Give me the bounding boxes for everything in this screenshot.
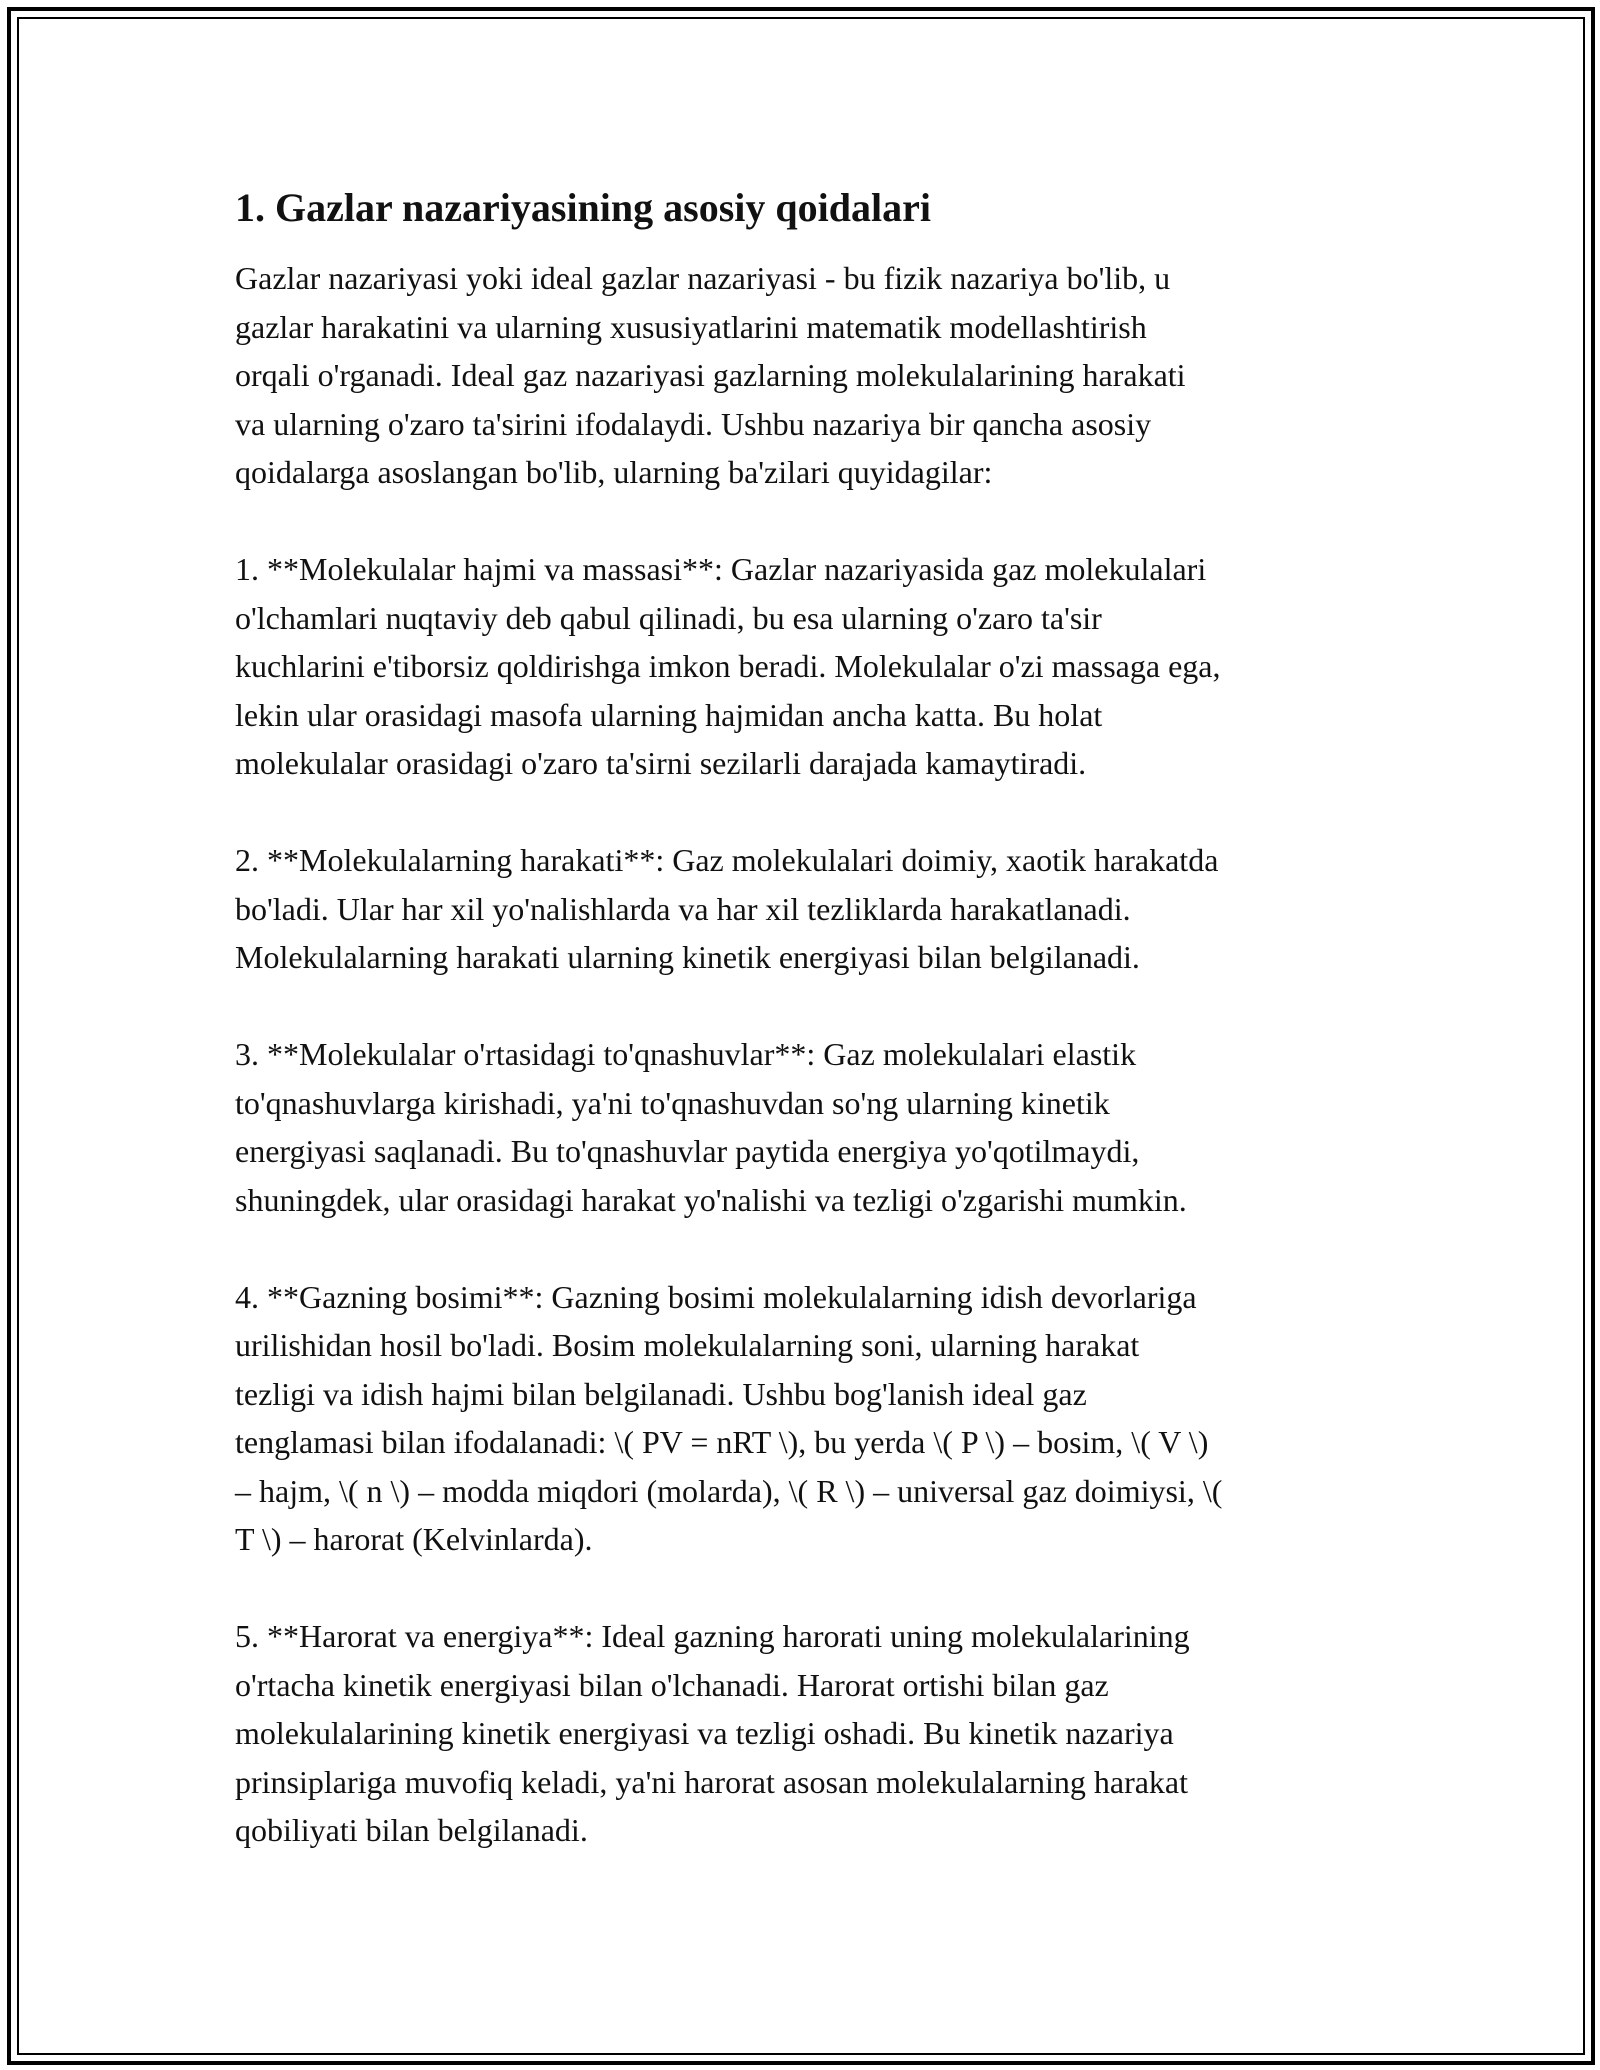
section-heading: 1. Gazlar nazariyasining asosiy qoidalari (235, 185, 931, 230)
document-body (235, 184, 1380, 1903)
list-item-5: 5. **Harorat va energiya**: Ideal gazning harorati uning molekulalarining o'rtacha kinetik energiyasi bilan o'lchanadi. Harorat ortishi bilan gaz molekulalarining kinetik energiyasi va tezligi oshadi. Bu kinetik nazariya prinsiplariga muvofiq keladi, ya'ni harorat asosan molekulalarning harakat qobiliyati bilan belgilanadi. (235, 1618, 1190, 1848)
intro-paragraph: Gazlar nazariyasi yoki ideal gazlar nazariyasi - bu fizik nazariya bo'lib, u gazlar harakatini va ularning xususiyatlarini matematik modellashtirish orqali o'rganadi. Ideal gaz nazariyasi gazlarning molekulalarining harakati va ularning o'zaro ta'sirini ifodalaydi. Ushbu nazariya bir qancha asosiy qoidalarga asoslangan bo'lib, ularning ba'zilari quyidagilar: (235, 260, 1186, 490)
list-item-2: 2. **Molekulalarning harakati**: Gaz molekulalari doimiy, xaotik harakatda bo'ladi. Ular har xil yo'nalishlarda va har xil tezliklarda harakatlanadi. Molekulalarning harakati ularning kinetik energiyasi bilan belgilanadi. (235, 842, 1219, 975)
list-item-3: 3. **Molekulalar o'rtasidagi to'qnashuvlar**: Gaz molekulalari elastik to'qnashuvlarga kirishadi, ya'ni to'qnashuvdan so'ng ularning kinetik energiyasi saqlanadi. Bu to'qnashuvlar paytida energiya yo'qotilmaydi, shuningdek, ular orasidagi harakat yo'nalishi va tezligi o'zgarishi mumkin. (235, 1036, 1187, 1218)
list-item-1: 1. **Molekulalar hajmi va massasi**: Gazlar nazariyasida gaz molekulalari o'lchamlari nuqtaviy deb qabul qilinadi, bu esa ularning o'zaro ta'sir kuchlarini e'tiborsiz qoldirishga imkon beradi. Molekulalar o'zi massaga ega, lekin ular orasidagi masofa ularning hajmidan ancha katta. Bu holat molekulalar orasidagi o'zaro ta'sirni sezilarli darajada kamaytiradi. (235, 551, 1221, 781)
list-item-4: 4. **Gazning bosimi**: Gazning bosimi molekulalarning idish devorlariga urilishidan hosil bo'ladi. Bosim molekulalarning soni, ularning harakat tezligi va idish hajmi bilan belgilanadi. Ushbu bog'lanish ideal gaz tenglamasi bilan ifodalanadi: \( PV = nRT \), bu yerda \( P \) – bosim, \( V \) – hajm, \( n \) – modda miqdori (molarda), \( R \) – universal gaz doimiysi, \( T \) – harorat (Kelvinlarda). (235, 1278, 1223, 1557)
